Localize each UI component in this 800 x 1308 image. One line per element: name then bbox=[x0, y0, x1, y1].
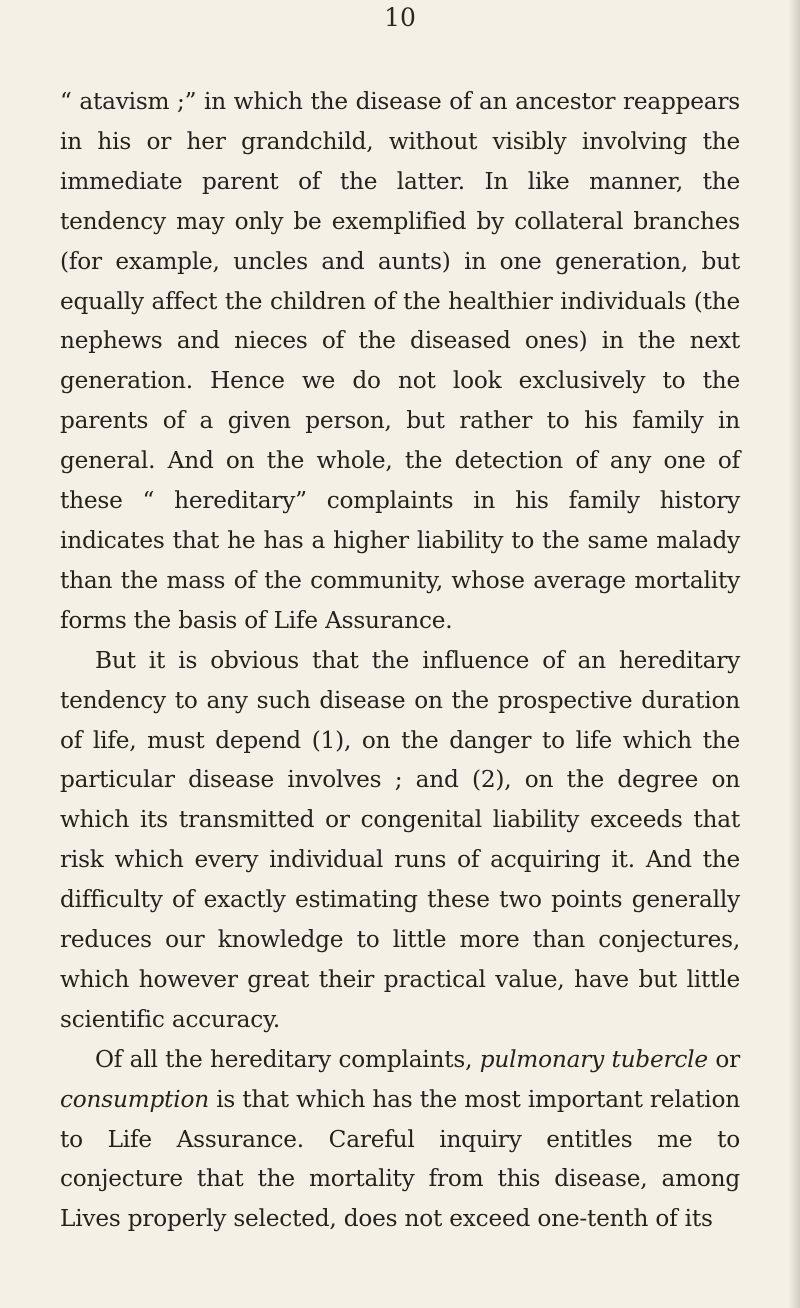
paragraph-3-text-b: or bbox=[707, 1045, 740, 1073]
paragraph-2-text: But it is obvious that the influence of an hereditary tendency to any such disease on the prospective duration of life, must depend (1), on the danger to life which the particular disease involves ; and (2), on the degree on which its transmitted or congenital liability exceeds that risk which every individual runs of acquiring it. And the difficulty of exactly estimating these two points generally reduces our knowledge to little more than conjectures, which however great their practical value, have but little scientific accuracy. bbox=[60, 646, 740, 1033]
page-edge-shadow bbox=[788, 0, 800, 1308]
paragraph-1 bbox=[60, 82, 740, 641]
paragraph-3 bbox=[60, 1040, 740, 1240]
body-text bbox=[60, 82, 740, 1239]
consumption-term: consumption bbox=[60, 1085, 209, 1113]
paragraph-3-text-a: Of all the hereditary complaints, bbox=[95, 1045, 480, 1073]
pulmonary-tubercle-term: pulmonary tubercle bbox=[479, 1045, 708, 1073]
paragraph-1-text: “ atavism ;” in which the disease of an ancestor reappears in his or her grandchild, without visibly involving the immediate parent of the latter. In like manner, the tendency may only be exemplified by collateral branches (for example, uncles and aunts) in one generation, but equally affect the children of the healthier individuals (the nephews and nieces of the diseased ones) in the next generation. Hence we do not look exclusively to the parents of a given person, but rather to his family in general. And on the whole, the detection of any one of these “ hereditary” complaints in his family history indicates that he has a higher liability to the same malady than the mass of the community, whose average mortality forms the basis of Life Assurance. bbox=[60, 88, 740, 634]
paragraph-2 bbox=[60, 641, 740, 1040]
page-number: 10 bbox=[384, 3, 416, 32]
paragraph-3-text-c: is that which has the most important relation to Life Assurance. Careful inquiry entitles me to conjecture that the mortality from this disease, among Lives properly selected, does not exceed one-tenth of its bbox=[60, 1085, 740, 1233]
